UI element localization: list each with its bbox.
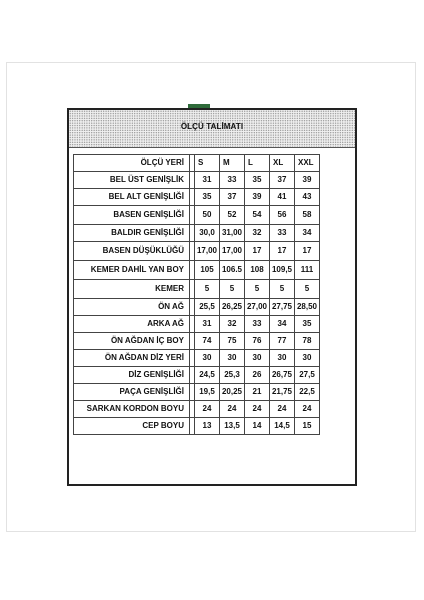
value-cell-xl: 30 bbox=[269, 349, 294, 366]
value-cell-m: 17,00 bbox=[219, 241, 244, 260]
measure-label: ÖN AĞDAN DİZ YERİ bbox=[73, 349, 189, 366]
value-cell-m: 52 bbox=[219, 205, 244, 224]
value-cell-l: 5 bbox=[244, 279, 269, 298]
value-cell-s: 50 bbox=[194, 205, 219, 224]
measure-label: KEMER bbox=[73, 279, 189, 298]
table-row bbox=[73, 279, 320, 298]
value-cell-s: 24 bbox=[194, 400, 219, 417]
value-cell-m: 5 bbox=[219, 279, 244, 298]
value-cell-l: 33 bbox=[244, 315, 269, 332]
value-cell-xxl: 35 bbox=[294, 315, 320, 332]
size-header-xl: XL bbox=[269, 154, 294, 171]
value-cell-xl: 5 bbox=[269, 279, 294, 298]
value-cell-xxl: 39 bbox=[294, 171, 320, 188]
table-row bbox=[73, 400, 320, 417]
size-chart-table bbox=[73, 150, 320, 435]
value-cell-m: 31,00 bbox=[219, 224, 244, 241]
value-cell-xl: 34 bbox=[269, 315, 294, 332]
measure-label: ARKA AĞ bbox=[73, 315, 189, 332]
measure-label: PAÇA GENİŞLİĞİ bbox=[73, 383, 189, 400]
size-chart-sheet bbox=[67, 108, 357, 486]
measure-column-header: ÖLÇÜ YERİ bbox=[73, 154, 189, 171]
value-cell-m: 106.5 bbox=[219, 260, 244, 279]
value-cell-m: 33 bbox=[219, 171, 244, 188]
value-cell-l: 54 bbox=[244, 205, 269, 224]
value-cell-m: 24 bbox=[219, 400, 244, 417]
value-cell-s: 74 bbox=[194, 332, 219, 349]
value-cell-xl: 37 bbox=[269, 171, 294, 188]
value-cell-l: 17 bbox=[244, 241, 269, 260]
value-cell-l: 27,00 bbox=[244, 298, 269, 315]
table-row bbox=[73, 205, 320, 224]
value-cell-l: 39 bbox=[244, 188, 269, 205]
value-cell-m: 30 bbox=[219, 349, 244, 366]
size-header-s: S bbox=[194, 154, 219, 171]
value-cell-s: 30,0 bbox=[194, 224, 219, 241]
value-cell-xl: 17 bbox=[269, 241, 294, 260]
value-cell-l: 30 bbox=[244, 349, 269, 366]
value-cell-xl: 26,75 bbox=[269, 366, 294, 383]
measure-label: BASEN DÜŞÜKLÜĞÜ bbox=[73, 241, 189, 260]
value-cell-xl: 27,75 bbox=[269, 298, 294, 315]
value-cell-xxl: 28,50 bbox=[294, 298, 320, 315]
measure-label: BASEN GENİŞLİĞİ bbox=[73, 205, 189, 224]
value-cell-m: 13,5 bbox=[219, 417, 244, 435]
value-cell-s: 17,00 bbox=[194, 241, 219, 260]
value-cell-s: 5 bbox=[194, 279, 219, 298]
table-row bbox=[73, 171, 320, 188]
value-cell-s: 25,5 bbox=[194, 298, 219, 315]
measure-label: BEL ALT GENİŞLİĞİ bbox=[73, 188, 189, 205]
value-cell-xl: 33 bbox=[269, 224, 294, 241]
value-cell-s: 19,5 bbox=[194, 383, 219, 400]
value-cell-xxl: 22,5 bbox=[294, 383, 320, 400]
value-cell-xl: 21,75 bbox=[269, 383, 294, 400]
table-row bbox=[73, 383, 320, 400]
value-cell-s: 105 bbox=[194, 260, 219, 279]
table-row bbox=[73, 298, 320, 315]
value-cell-xxl: 43 bbox=[294, 188, 320, 205]
value-cell-xxl: 34 bbox=[294, 224, 320, 241]
header-row bbox=[73, 154, 320, 171]
size-chart-body bbox=[73, 150, 320, 435]
value-cell-m: 37 bbox=[219, 188, 244, 205]
value-cell-m: 20,25 bbox=[219, 383, 244, 400]
value-cell-xl: 109,5 bbox=[269, 260, 294, 279]
value-cell-l: 76 bbox=[244, 332, 269, 349]
value-cell-xl: 14,5 bbox=[269, 417, 294, 435]
value-cell-l: 32 bbox=[244, 224, 269, 241]
table-row bbox=[73, 241, 320, 260]
value-cell-l: 26 bbox=[244, 366, 269, 383]
table-row bbox=[73, 417, 320, 435]
value-cell-xl: 56 bbox=[269, 205, 294, 224]
value-cell-xxl: 24 bbox=[294, 400, 320, 417]
value-cell-s: 31 bbox=[194, 315, 219, 332]
value-cell-xxl: 30 bbox=[294, 349, 320, 366]
value-cell-xxl: 27,5 bbox=[294, 366, 320, 383]
measure-label: SARKAN KORDON BOYU bbox=[73, 400, 189, 417]
value-cell-s: 24,5 bbox=[194, 366, 219, 383]
measure-label: DİZ GENİŞLİĞİ bbox=[73, 366, 189, 383]
measure-label: ÖN AĞDAN İÇ BOY bbox=[73, 332, 189, 349]
value-cell-xl: 41 bbox=[269, 188, 294, 205]
value-cell-s: 31 bbox=[194, 171, 219, 188]
size-header-m: M bbox=[219, 154, 244, 171]
table-row bbox=[73, 260, 320, 279]
value-cell-xxl: 17 bbox=[294, 241, 320, 260]
size-header-xxl: XXL bbox=[294, 154, 320, 171]
value-cell-m: 25,3 bbox=[219, 366, 244, 383]
value-cell-xl: 24 bbox=[269, 400, 294, 417]
value-cell-l: 108 bbox=[244, 260, 269, 279]
table-row bbox=[73, 366, 320, 383]
value-cell-xxl: 15 bbox=[294, 417, 320, 435]
value-cell-xl: 77 bbox=[269, 332, 294, 349]
value-cell-xxl: 78 bbox=[294, 332, 320, 349]
value-cell-l: 14 bbox=[244, 417, 269, 435]
value-cell-l: 24 bbox=[244, 400, 269, 417]
value-cell-m: 26,25 bbox=[219, 298, 244, 315]
measure-label: KEMER DAHİL YAN BOY bbox=[73, 260, 189, 279]
value-cell-l: 21 bbox=[244, 383, 269, 400]
value-cell-s: 13 bbox=[194, 417, 219, 435]
table-row bbox=[73, 332, 320, 349]
chart-title: ÖLÇÜ TALİMATI bbox=[180, 122, 244, 131]
value-cell-l: 35 bbox=[244, 171, 269, 188]
measure-label: ÖN AĞ bbox=[73, 298, 189, 315]
value-cell-s: 30 bbox=[194, 349, 219, 366]
value-cell-s: 35 bbox=[194, 188, 219, 205]
measure-label: CEP BOYU bbox=[73, 417, 189, 435]
table-row bbox=[73, 315, 320, 332]
value-cell-xxl: 5 bbox=[294, 279, 320, 298]
size-header-l: L bbox=[244, 154, 269, 171]
value-cell-xxl: 111 bbox=[294, 260, 320, 279]
value-cell-m: 32 bbox=[219, 315, 244, 332]
table-row bbox=[73, 349, 320, 366]
table-row bbox=[73, 188, 320, 205]
value-cell-m: 75 bbox=[219, 332, 244, 349]
measure-label: BALDIR GENİŞLİĞİ bbox=[73, 224, 189, 241]
table-row bbox=[73, 224, 320, 241]
value-cell-xxl: 58 bbox=[294, 205, 320, 224]
title-band bbox=[69, 110, 355, 148]
measure-label: BEL ÜST GENİŞLİK bbox=[73, 171, 189, 188]
